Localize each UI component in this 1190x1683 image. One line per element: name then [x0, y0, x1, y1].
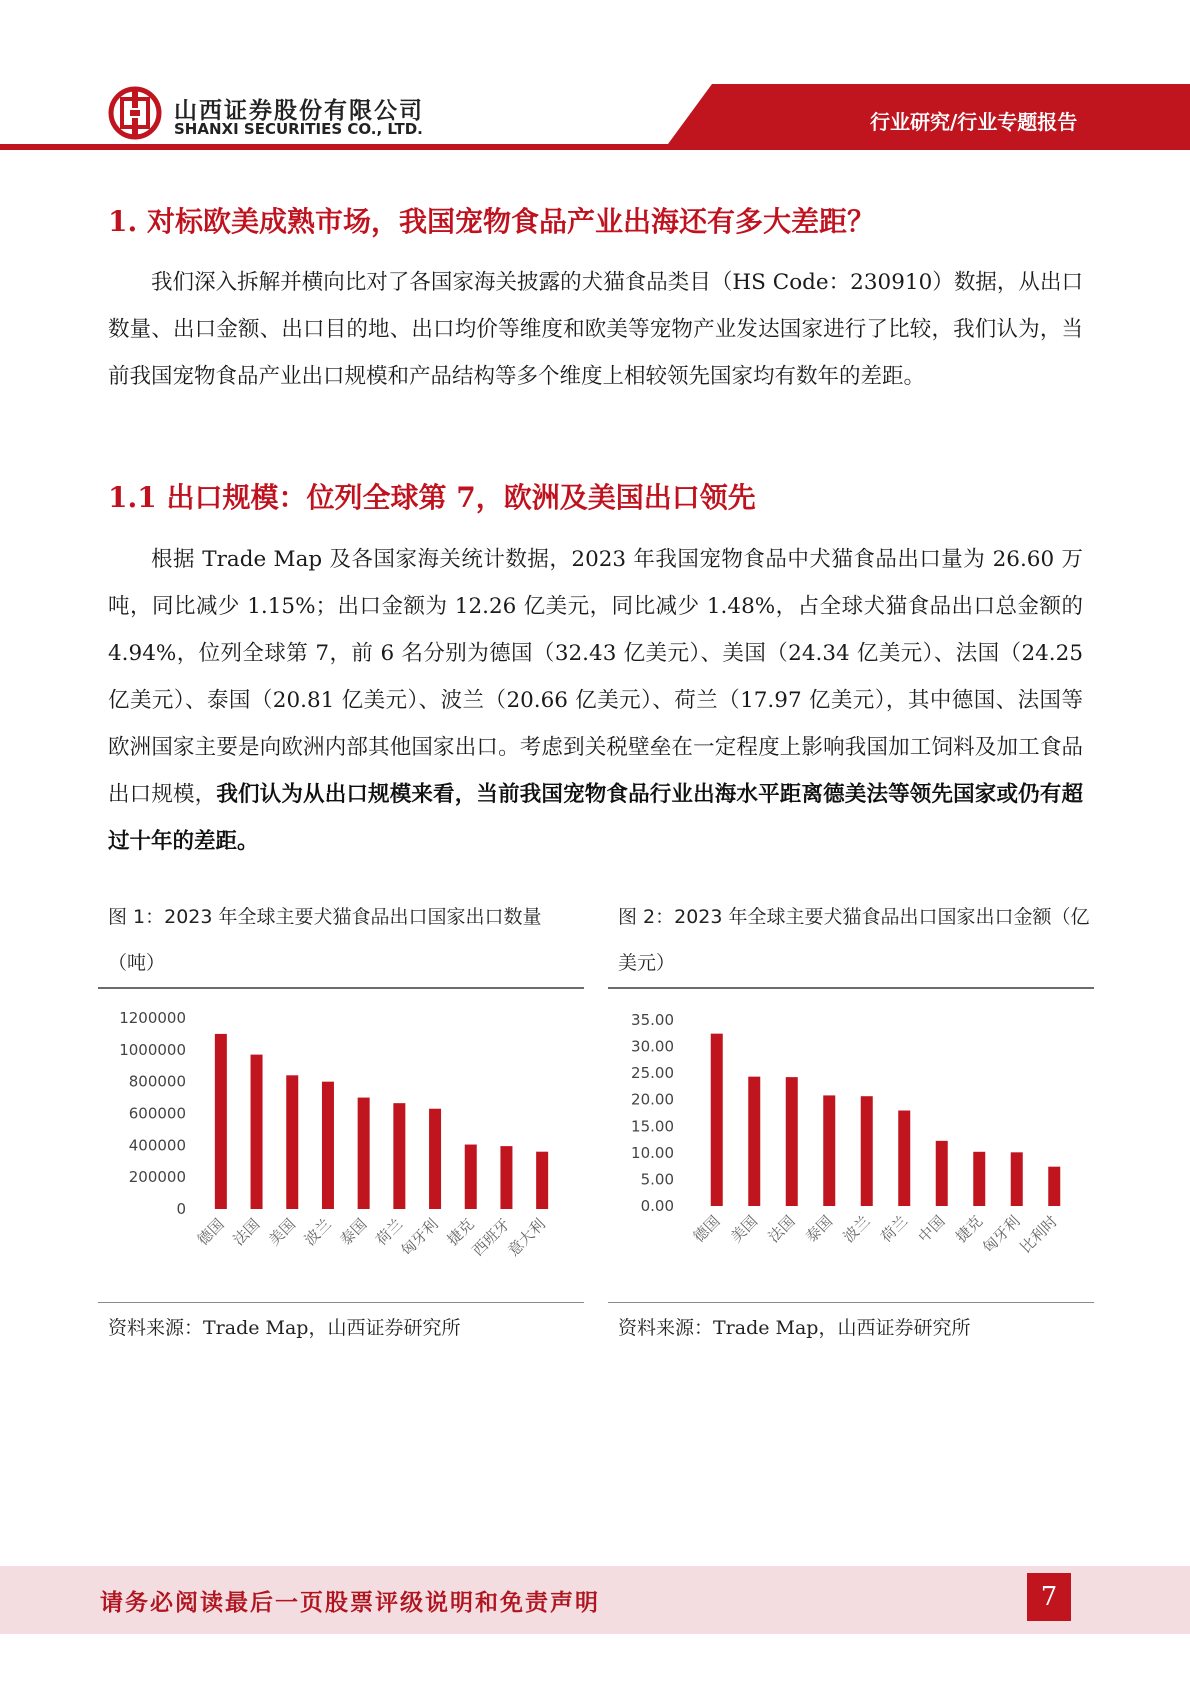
x-category-label: 比利时 [1016, 1212, 1062, 1257]
section-heading-1: 1. 对标欧美成熟市场，我国宠物食品产业出海还有多大差距？ [108, 205, 875, 238]
bar-中国 [936, 1141, 948, 1206]
bar-法国 [786, 1077, 798, 1206]
bar-法国 [251, 1055, 263, 1209]
bar-德国 [711, 1034, 723, 1206]
paragraph-text: 根据 Trade Map 及各国家海关统计数据，2023 年我国宠物食品中犬猫食品出口量为 26.60 万吨，同比减少 1.15%；出口金额为 12.26 亿美元，同比减少 1.48%，占全球犬猫食品出口总金额的 4.94%，位列全球第 7，前 6 名分别为德国（32.43 亿美元）、美国（24.34 亿美元）、法国（24.25 亿美元）、泰国（20.81 亿美元）、波兰（20.66 亿美元）、荷兰（17.97 亿美元），其中德国、法国等欧洲国家主要是向欧洲内部其他国家出口。考虑到关税壁垒在一定程度上影响我国加工饲料及加工食品出口规模， [108, 547, 1083, 807]
figure-2-title: 图 2：2023 年全球主要犬猫食品出口国家出口金额（亿美元） [618, 906, 1090, 974]
y-tick-label: 20.00 [631, 1090, 674, 1109]
bar-美国 [748, 1077, 760, 1206]
y-tick-label: 25.00 [631, 1064, 674, 1083]
x-category-label: 意大利 [504, 1215, 549, 1260]
bar-匈牙利 [1011, 1152, 1023, 1206]
figure-1-bottom-rule [98, 1302, 584, 1303]
bar-泰国 [823, 1095, 835, 1206]
x-category-label: 泰国 [802, 1212, 837, 1247]
y-tick-label: 600000 [128, 1104, 186, 1123]
bar-德国 [215, 1034, 227, 1209]
y-tick-label: 30.00 [631, 1037, 674, 1056]
page-header [0, 0, 1190, 160]
y-tick-label: 15.00 [631, 1117, 674, 1136]
y-tick-label: 35.00 [631, 1011, 674, 1029]
y-tick-label: 200000 [128, 1168, 186, 1187]
x-category-label: 西班牙 [468, 1215, 514, 1260]
figure-2-source: 资料来源：Trade Map，山西证券研究所 [618, 1317, 971, 1339]
x-category-label: 波兰 [839, 1212, 874, 1247]
bar-荷兰 [393, 1103, 405, 1209]
x-category-label: 德国 [689, 1212, 724, 1247]
x-category-label: 捷克 [952, 1212, 987, 1247]
x-category-label: 美国 [727, 1212, 762, 1247]
y-tick-label: 5.00 [640, 1170, 674, 1189]
y-tick-label: 800000 [128, 1072, 186, 1091]
x-category-label: 波兰 [300, 1215, 335, 1250]
bar-泰国 [358, 1098, 370, 1209]
bar-匈牙利 [429, 1109, 441, 1209]
bar-波兰 [322, 1082, 334, 1209]
y-tick-label: 0 [176, 1200, 186, 1218]
x-category-label: 泰国 [336, 1215, 371, 1250]
x-category-label: 匈牙利 [979, 1212, 1024, 1257]
y-tick-label: 1200000 [119, 1009, 186, 1027]
x-category-label: 德国 [193, 1215, 228, 1250]
bar-波兰 [861, 1096, 873, 1206]
bar-美国 [286, 1075, 298, 1209]
bar-捷克 [465, 1145, 477, 1209]
company-name-en: SHANXI SECURITIES CO., LTD. [174, 120, 423, 138]
x-category-label: 美国 [265, 1215, 300, 1250]
company-logo-icon [108, 86, 162, 140]
y-tick-label: 1000000 [119, 1040, 186, 1059]
section-1-1-paragraph [108, 536, 1083, 865]
x-category-label: 捷克 [443, 1215, 478, 1250]
figure-1-top-rule [98, 987, 584, 989]
section-1-paragraph: 我们深入拆解并横向比对了各国家海关披露的犬猫食品类目（HS Code：230910）数据，从出口数量、出口金额、出口目的地、出口均价等维度和欧美等宠物产业发达国家进行了比较，我们认为，当前我国宠物食品产业出口规模和产品结构等多个维度上相较领先国家均有数年的差距。 [108, 270, 1083, 389]
figure-2-chart [608, 990, 1094, 1300]
figure-2-top-rule [608, 987, 1094, 989]
x-category-label: 荷兰 [877, 1212, 912, 1247]
y-tick-label: 400000 [128, 1136, 186, 1155]
bar-意大利 [536, 1152, 548, 1209]
x-category-label: 法国 [229, 1215, 264, 1250]
company-name-cn: 山西证券股份有限公司 [174, 98, 424, 124]
x-category-label: 法国 [764, 1212, 799, 1247]
x-category-label: 中国 [914, 1212, 949, 1247]
figure-1-chart [98, 990, 584, 1300]
bar-西班牙 [500, 1146, 512, 1209]
bar-捷克 [973, 1152, 985, 1206]
report-type: 行业研究/行业专题报告 [870, 110, 1078, 134]
figure-1-title: 图 1：2023 年全球主要犬猫食品出口国家出口数量（吨） [108, 906, 542, 974]
paragraph-conclusion: 我们认为从出口规模来看，当前我国宠物食品行业出海水平距离德美法等领先国家或仍有超过十年的差距。 [108, 782, 1083, 854]
section-heading-1-1: 1.1 出口规模：位列全球第 7，欧洲及美国出口领先 [108, 481, 756, 514]
x-category-label: 匈牙利 [397, 1215, 442, 1260]
page-number: 7 [1027, 1573, 1071, 1621]
footer-disclaimer: 请务必阅读最后一页股票评级说明和免责声明 [100, 1589, 600, 1616]
bar-比利时 [1048, 1167, 1060, 1206]
y-tick-label: 10.00 [631, 1143, 674, 1162]
bar-荷兰 [898, 1111, 910, 1206]
y-tick-label: 0.00 [640, 1197, 674, 1215]
figure-2-bottom-rule [608, 1302, 1094, 1303]
x-category-label: 荷兰 [372, 1215, 407, 1250]
figure-1-source: 资料来源：Trade Map，山西证券研究所 [108, 1317, 461, 1339]
